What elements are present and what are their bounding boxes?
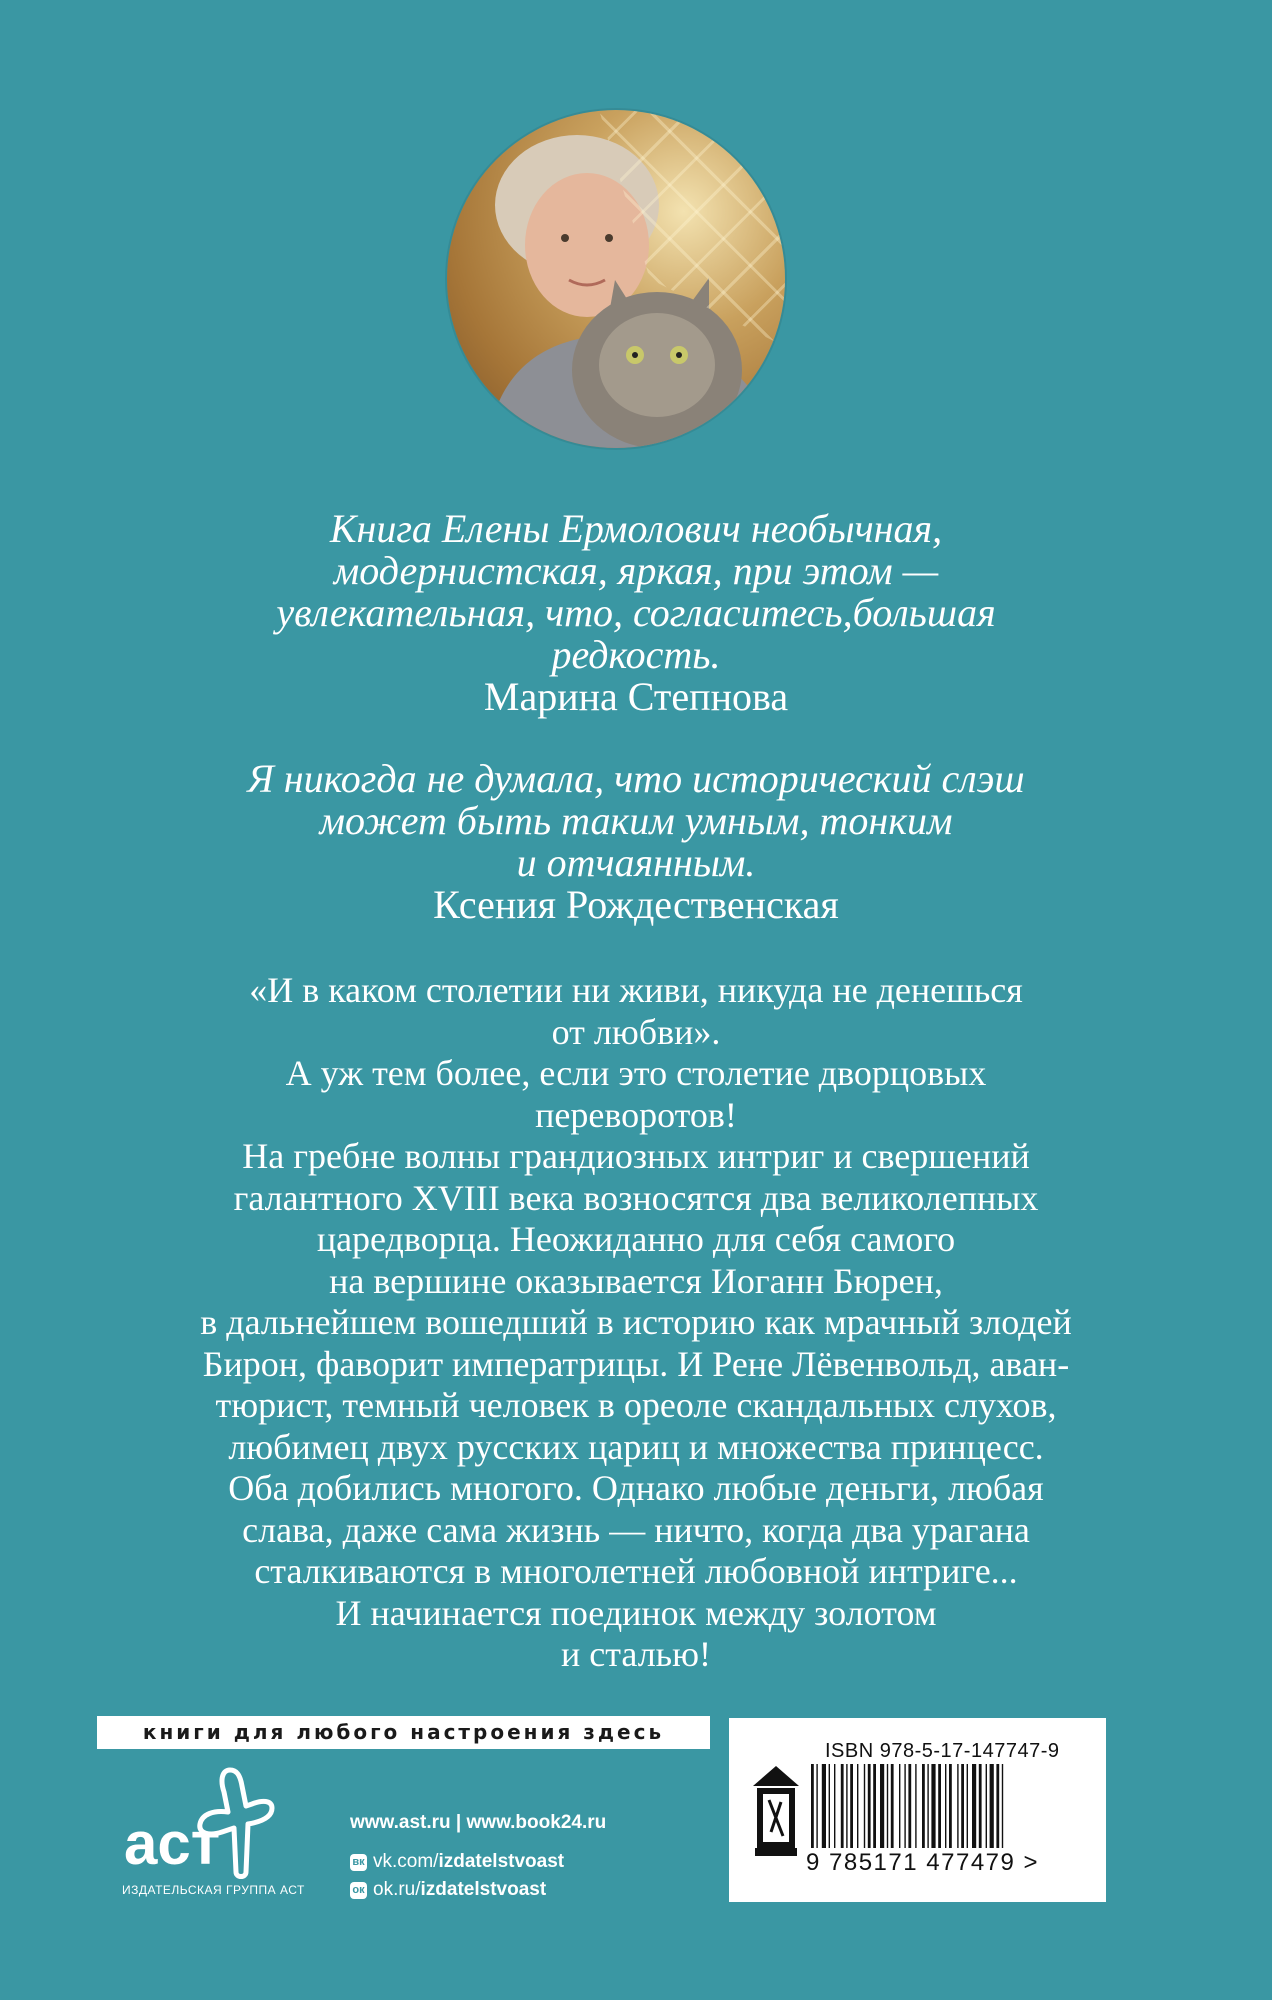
ast-logo-text: аст [124, 1810, 221, 1877]
quote-text: Я никогда не думала, что исторический слэш может быть таким умным, тонким и отчаянным. [247, 756, 1025, 885]
barcode-bar [957, 1764, 958, 1848]
barcode-digits: 9 785171 477479 > [806, 1849, 1040, 1876]
review-quote-1 [0, 508, 1272, 718]
quote-text: Книга Елены Ермолович необычная, модернистская, яркая, при этом — увлекательная, что, согласитесь,большая редкость. [276, 506, 996, 677]
barcode-bar [967, 1764, 968, 1848]
slogan-banner: книги для любого настроения здесь [97, 1716, 710, 1749]
barcode-bar [834, 1764, 835, 1848]
social-links [350, 1848, 606, 1904]
barcode-bar [961, 1764, 964, 1848]
barcode-bar [945, 1764, 946, 1848]
publisher-name: ИЗДАТЕЛЬСКАЯ ГРУППА АСТ [122, 1883, 305, 1897]
ok-handle: izdatelstvoast [420, 1879, 547, 1900]
barcode-bar [949, 1764, 952, 1848]
vk-prefix: vk.com/ [373, 1851, 439, 1872]
barcode-bar [850, 1764, 853, 1848]
barcode-bar [891, 1764, 894, 1848]
barcode-bar [846, 1764, 847, 1848]
vk-link[interactable] [350, 1848, 606, 1876]
ok-icon: ок [350, 1882, 367, 1899]
barcode-bar [922, 1764, 925, 1848]
lantern-base [755, 1848, 797, 1856]
barcode-bar [864, 1764, 865, 1848]
barcode-bar [931, 1764, 935, 1848]
barcode-bar [887, 1764, 888, 1848]
quote-author: Ксения Рождественская [433, 882, 839, 927]
cat-pupil-right [676, 352, 682, 358]
cat-pupil-left [632, 352, 638, 358]
barcode-bar [915, 1764, 916, 1848]
eye-right [605, 234, 613, 242]
barcode-bar [996, 1764, 999, 1848]
barcode-bar [986, 1764, 987, 1848]
barcode-bar [904, 1764, 905, 1848]
barcode-bar [972, 1764, 976, 1848]
ok-link[interactable] [350, 1876, 606, 1904]
barcode-bar [841, 1764, 844, 1848]
barcode-bar [857, 1764, 858, 1848]
author-photo [447, 110, 785, 448]
eye-left [561, 234, 569, 242]
isbn-number: ISBN 978-5-17-147747-9 [825, 1740, 1060, 1762]
barcode-bar [908, 1764, 911, 1848]
cat-face [599, 313, 715, 417]
ok-prefix: ok.ru/ [373, 1879, 421, 1900]
publisher-links [350, 1808, 606, 1904]
lantern-icon [751, 1764, 801, 1859]
ast-logo [110, 1762, 320, 1902]
barcode-bar [816, 1764, 817, 1848]
lantern-top [753, 1766, 799, 1786]
book-blurb: «И в каком столетии ни живи, никуда не денешься от любви». А уж тем более, если это столетие дворцовых переворотов! На гребне волны грандиозных интриг и свершений галантного XVIII века возносятся два великолепных царедворца. Неожиданно для себя самого на вершине оказывается Иоганн Бюрен, в дальнейшем вошедший в историю как мрачный злодей Бирон, фаворит императрицы. И Рене Лёвенвольд, аван- тюрист, темный человек в ореоле скандальных слухов, любимец двух русских цариц и множества принцесс. Оба добились многого. Однако любые деньги, любая слава, даже сама жизнь — ничто, когда два урагана сталкиваются в многолетней любовной интриге... И начинается поединок между золотом и сталью! [200, 970, 1072, 1674]
barcode-bar [927, 1764, 928, 1848]
barcode-bar [829, 1764, 830, 1848]
ast-logo-icon [110, 1762, 320, 1882]
quote-author: Марина Степнова [483, 674, 789, 719]
barcode-bar [811, 1764, 814, 1848]
vk-handle: izdatelstvoast [438, 1851, 565, 1872]
barcode-bar [1002, 1764, 1003, 1848]
barcode-bar [868, 1764, 871, 1848]
barcode-bar [938, 1764, 941, 1848]
websites-link[interactable]: www.ast.ru | www.book24.ru [350, 1812, 607, 1833]
barcode-bar [822, 1764, 826, 1848]
barcode-bar [873, 1764, 876, 1848]
barcode-bar [899, 1764, 900, 1848]
barcode-bar [979, 1764, 982, 1848]
barcode-bar [990, 1764, 994, 1848]
isbn-panel [729, 1718, 1106, 1902]
review-quote-2 [0, 758, 1272, 926]
barcode [811, 1764, 1021, 1852]
barcode-bar [880, 1764, 884, 1848]
vk-icon: вк [350, 1854, 367, 1871]
